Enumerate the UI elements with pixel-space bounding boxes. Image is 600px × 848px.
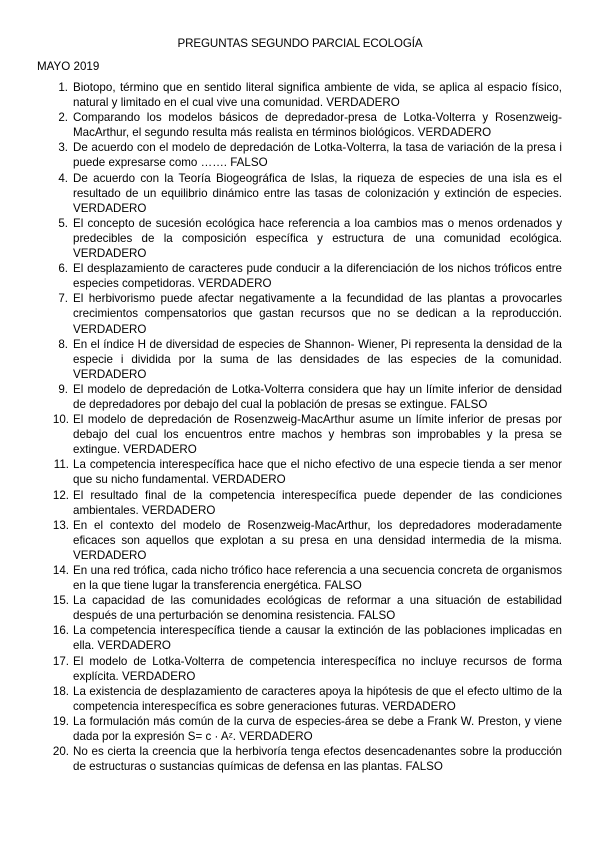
question-text: La competencia interespecífica hace que el nicho efectivo de una especie tienda a ser menor que su nicho fundamental. VERDADERO [73, 458, 562, 487]
question-number: 14. [52, 564, 69, 577]
question-number: 1. [58, 81, 68, 94]
list-item [0, 382, 600, 412]
question-number: 4. [58, 171, 68, 185]
question-text: La competencia interespecífica tiende a causar la extinción de las poblaciones implicadas en ella. VERDADERO [73, 624, 562, 653]
question-text: En una red trófica, cada nicho trófico hace referencia a una secuencia concreta de organismos en la que tiene lugar la transferencia energética. FALSO [73, 564, 562, 593]
list-item [0, 291, 600, 336]
list-item [0, 171, 600, 216]
document-date: MAYO 2019 [37, 60, 100, 73]
list-item [0, 744, 600, 774]
question-text: El modelo de depredación de Lotka-Volterra considera que hay un límite inferior de densidad de depredadores por debajo del cual la población de presas se extingue. FALSO [73, 382, 562, 411]
question-number: 5. [58, 216, 68, 230]
question-text: Comparando los modelos básicos de depredador-presa de Lotka-Volterra y Rosenzweig-MacArthur, el segundo resulta más realista en términos biológicos. VERDADERO [73, 111, 562, 140]
question-number: 6. [58, 262, 68, 276]
question-text: El concepto de sucesión ecológica hace referencia a loa cambios mas o menos ordenados y predecibles de la composición específica y estructura de una comunidad ecológica. VERDADERO [73, 216, 562, 261]
list-item [0, 80, 600, 110]
question-text: La capacidad de las comunidades ecológicas de reformar a una situación de estabilidad después de una perturbación se denomina resistencia. FALSO [73, 594, 562, 623]
list-item [0, 412, 600, 457]
question-text: En el índice H de diversidad de especies de Shannon- Wiener, Pi representa la densidad de la especie i dividida por la suma de las densidades de las especies de la comunidad. VERDADERO [73, 337, 562, 381]
question-text: El modelo de depredación de Rosenzweig-MacArthur asume un límite inferior de presas por debajo del cual los encuentros entre machos y hembras son improbables y la presa se extingue. VERDADERO [73, 413, 562, 457]
question-text: De acuerdo con la Teoría Biogeográfica de Islas, la riqueza de especies de una isla es el resultado de un equilibrio dinámico entre las tasas de colonización y extinción de especies. VERDADERO [73, 171, 562, 215]
list-item [0, 216, 600, 261]
list-item [0, 457, 600, 487]
question-text: Biotopo, término que en sentido literal significa ambiente de vida, se aplica al espacio físico, natural y limitado en el cual vive una comunidad. VERDADERO [73, 81, 562, 110]
page-title: PREGUNTAS SEGUNDO PARCIAL ECOLOGÍA [177, 37, 423, 50]
list-item [0, 337, 600, 382]
list-item [0, 110, 600, 140]
question-number: 10. [52, 413, 69, 427]
question-number: 17. [52, 654, 69, 668]
question-number: 2. [58, 111, 68, 125]
list-item [0, 261, 600, 291]
question-number: 19. [52, 714, 69, 728]
question-text: La formulación más común de la curva de especies-área se debe a Frank W. Preston, y viene dada por la expresión S= c · Aᶻ. VERDADERO [73, 714, 562, 744]
question-number: 3. [58, 141, 68, 155]
question-number: 9. [58, 382, 68, 396]
question-number: 11. [53, 458, 69, 472]
list-item [0, 140, 600, 170]
list-item [0, 488, 600, 518]
question-text: El modelo de Lotka-Volterra de competencia interespecífica no incluye recursos de forma explícita. VERDADERO [73, 654, 562, 683]
question-text: El resultado final de la competencia interespecífica puede depender de las condiciones ambientales. VERDADERO [73, 488, 562, 517]
question-text: En el contexto del modelo de Rosenzweig-MacArthur, los depredadores moderadamente eficaces son aquellos que explotan a su presa en una densidad intermedia de la misma. VERDADERO [73, 518, 562, 562]
question-number: 8. [58, 337, 68, 351]
question-number: 18. [52, 684, 69, 698]
list-item [0, 684, 600, 714]
question-text: No es cierta la creencia que la herbivoría tenga efectos desencadenantes sobre la producción de estructuras o sustancias químicas de defensa en las plantas. FALSO [73, 745, 562, 774]
question-text: El herbivorismo puede afectar negativamente a la fecundidad de las plantas a provocarles crecimientos compensatorios que gastan recursos que no se dedican a la reproducción. VERDADERO [73, 292, 562, 336]
list-item [0, 714, 600, 744]
question-number: 12. [52, 488, 69, 502]
question-number: 13. [52, 518, 69, 532]
list-item [0, 518, 600, 563]
question-text: De acuerdo con el modelo de depredación de Lotka-Volterra, la tasa de variación de la presa i puede expresarse como ……. FALSO [73, 141, 562, 170]
question-list [0, 80, 600, 774]
question-number: 20. [52, 745, 69, 759]
list-item [0, 623, 600, 653]
question-text: El desplazamiento de caracteres pude conducir a la diferenciación de los nichos tróficos entre especies competidoras. VERDADERO [73, 262, 562, 291]
list-item [0, 593, 600, 623]
question-number: 15. [52, 594, 69, 608]
question-number: 16. [52, 624, 69, 638]
list-item [0, 654, 600, 684]
question-number: 7. [58, 292, 68, 306]
question-text: La existencia de desplazamiento de caracteres apoya la hipótesis de que el efecto ultimo de la competencia interespecífica es sobre generaciones futuras. VERDADERO [73, 684, 562, 713]
list-item [0, 563, 600, 593]
